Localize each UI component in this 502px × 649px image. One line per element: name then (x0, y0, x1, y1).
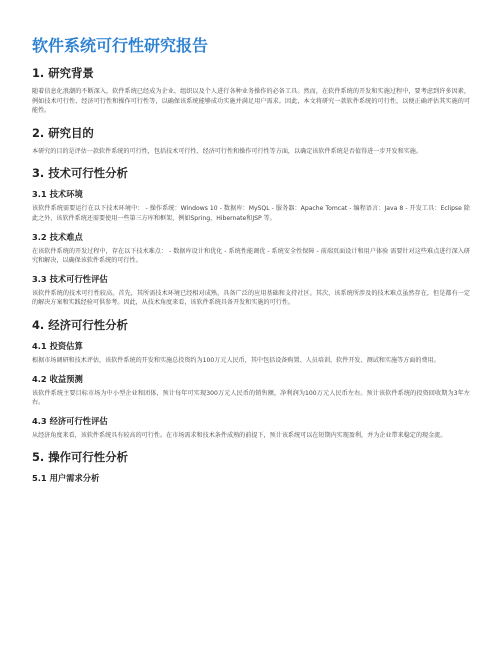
subsection-body-tech-assessment: 该软件系统的技术可行性较高。首先，其所需技术环境已经相对成熟，具备广泛的应用基础和支持社区。其次，该系统所涉及的技术难点虽然存在，但是都有一定的解决方案和实践经验可供参考。因此，从技术角度来看，该软件系统具备开发和实施的可行性。 (32, 289, 470, 307)
section-heading-purpose: 2. 研究目的 (32, 125, 94, 140)
subsection-heading-revenue: 4.2 收益预测 (32, 373, 83, 384)
subsection-body-tech-difficulties: 在该软件系统的开发过程中，存在以下技术难点： - 数据库设计和优化 - 系统性能调优 - 系统安全性保障 - 前端页面设计和用户体验 需要针对这些难点进行深入研究和解决，以确保该软件系统的可行性。 (32, 247, 470, 265)
subsection-heading-tech-environment: 3.1 技术环境 (32, 189, 83, 200)
section-body-background: 随着信息化浪潮的不断深入，软件系统已经成为企业、组织以及个人进行各种业务操作的必备工具。然而，在软件系统的开发和实施过程中，要考虑到许多因素，例如技术可行性、经济可行性和操作可行性等，以确保该系统能够成功实施并满足用户需求。因此，本文将研究一款软件系统的可行性，以便正确评估其实施的可能性。 (32, 88, 470, 115)
subsection-body-revenue: 该软件系统主要目标市场为中小型企业和团体，预计每年可实现300万元人民币的销售额，净利润为100万元人民币左右。预计该软件系统的投资回收期为3年左右。 (32, 389, 470, 407)
document-title: 软件系统可行性研究报告 (32, 36, 209, 55)
subsection-heading-user-requirements: 5.1 用户需求分析 (32, 473, 100, 484)
subsection-body-tech-environment: 该软件系统需要运行在以下技术环境中： - 操作系统：Windows 10 - 数据库：MySQL - 服务器：Apache Tomcat - 编程语言：Java 8 - 开发工具：Eclipse 除此之外，该软件系统还需要使用一些第三方库和框架，例如Spring、Hibernate和JSP 等。 (32, 205, 470, 222)
subsection-heading-tech-assessment: 3.3 技术可行性评估 (32, 273, 108, 284)
subsection-body-investment: 根据市场调研和技术评估，该软件系统的开发和实施总投资约为100万元人民币，其中包括设备购置、人员培训、软件开发、测试和实施等方面的费用。 (32, 356, 440, 364)
subsection-heading-investment: 4.1 投资估算 (32, 340, 83, 351)
subsection-body-economic-assessment: 从经济角度来看，该软件系统具有较高的可行性。在市场需求和技术条件成熟的前提下，预计该系统可以在短期内实现盈利，并为企业带来稳定的现金流。 (32, 431, 447, 439)
section-heading-economic: 4. 经济可行性分析 (32, 317, 128, 332)
section-body-purpose: 本研究的目的是评估一款软件系统的可行性，包括技术可行性、经济可行性和操作可行性等方面，以确定该软件系统是否值得进一步开发和实施。 (32, 147, 422, 155)
section-heading-operational: 5. 操作可行性分析 (32, 450, 128, 465)
section-heading-technical: 3. 技术可行性分析 (32, 166, 128, 181)
subsection-heading-economic-assessment: 4.3 经济可行性评估 (32, 415, 108, 426)
subsection-heading-tech-difficulties: 3.2 技术难点 (32, 231, 83, 242)
section-heading-background: 1. 研究背景 (32, 66, 94, 80)
